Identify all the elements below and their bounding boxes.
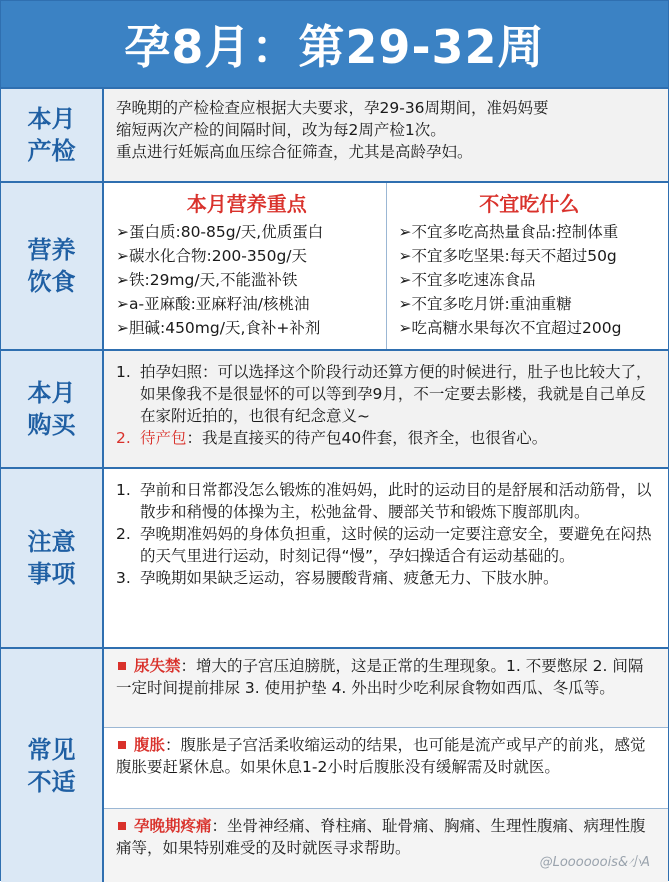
item-text: 拍孕妇照：可以选择这个阶段行动还算方便的时候进行，肚子也比较大了，如果像我不是很显怀的可以等到孕9月，不一定要去影楼，我就是自己单反在家附近拍的，也很有纪念意义~ <box>140 363 652 425</box>
watermark: @Loooooois&小A <box>539 855 650 870</box>
buy-content <box>104 351 668 467</box>
checkup-line: 孕晚期的产检检查应根据大夫要求，孕29-36周期间，准妈妈要 <box>116 99 549 117</box>
item-head: 孕晚期疼痛 <box>134 817 212 835</box>
diet-label <box>1 183 104 349</box>
checkup-content <box>104 89 668 181</box>
item-head: 待产包 <box>140 429 187 447</box>
avoid-food-column <box>386 183 669 349</box>
item-head: 腹胀 <box>134 736 166 754</box>
square-bullet-icon <box>118 822 126 830</box>
square-bullet-icon <box>118 662 126 670</box>
avoid-item: ➢不宜多吃速冻食品 <box>398 271 536 289</box>
item-text: ：我是直接买的待产包40件套，很齐全，也很省心。 <box>186 429 548 447</box>
checkup-label <box>1 89 104 181</box>
discomfort-label <box>1 649 104 882</box>
avoid-item: ➢不宜多吃坚果:每天不超过50g <box>398 247 617 265</box>
item-text: ：增大的子宫压迫膀胱，这是正常的生理现象。1. 不要憋尿 2. 间隔一定时间提前排尿 3. 使用护垫 4. 外出时少吃利尿食物如西瓜、冬瓜等。 <box>116 657 644 697</box>
notes-label <box>1 469 104 647</box>
nutrition-item: ➢蛋白质:80-85g/天,优质蛋白 <box>116 223 324 241</box>
discomfort-content <box>104 649 668 882</box>
item-head: 尿失禁 <box>134 657 181 675</box>
item-number: 2. <box>116 429 131 447</box>
note-item <box>116 523 658 567</box>
nutrition-item: ➢铁:29mg/天,不能滥补铁 <box>116 271 298 289</box>
nutrition-item: ➢a-亚麻酸:亚麻籽油/核桃油 <box>116 295 310 313</box>
avoid-item: ➢吃高糖水果每次不宜超过200g <box>398 319 622 337</box>
nutrition-focus-column <box>104 183 386 349</box>
item-text: ：坐骨神经痛、脊柱痛、耻骨痛、胸痛、生理性腹痛、病理性腹痛等，如果特别难受的及时就医寻求帮助。 <box>116 817 646 857</box>
item-number: 1. <box>116 481 131 499</box>
note-item <box>116 479 658 523</box>
notes-label-text: 注意事项 <box>27 528 76 588</box>
item-text: 孕前和日常都没怎么锻炼的准妈妈，此时的运动目的是舒展和活动筋骨，以散步和稍慢的体操为主，松弛盆骨、腰部关节和锻炼下腹部肌肉。 <box>140 481 652 521</box>
nutrition-focus-title: 本月营养重点 <box>186 192 307 216</box>
buy-item <box>116 427 658 449</box>
note-item <box>116 567 658 589</box>
discomfort-item <box>104 728 668 809</box>
buy-item <box>116 361 658 427</box>
item-text: ：腹胀是子宫活柔收缩运动的结果，也可能是流产或早产的前兆，感觉腹胀要赶紧休息。如果休息1-2小时后腹胀没有缓解需及时就医。 <box>116 736 646 776</box>
diet-row <box>1 181 668 349</box>
avoid-food-title: 不宜吃什么 <box>479 192 580 216</box>
buy-label <box>1 351 104 467</box>
notes-content <box>104 469 668 647</box>
diet-label-text: 营养饮食 <box>27 236 76 296</box>
discomfort-row <box>1 647 668 882</box>
checkup-line: 重点进行妊娠高血压综合征筛查，尤其是高龄孕妇。 <box>116 143 473 161</box>
item-text: 孕晚期准妈妈的身体负担重，这时候的运动一定要注意安全，要避免在闷热的天气里进行运动，时刻记得“慢”，孕妇操适合有运动基础的。 <box>140 525 652 565</box>
diet-content <box>104 183 668 349</box>
item-number: 2. <box>116 525 131 543</box>
item-number: 3. <box>116 569 131 587</box>
avoid-item: ➢不宜多吃月饼:重油重糖 <box>398 295 572 313</box>
square-bullet-icon <box>118 741 126 749</box>
discomfort-item <box>104 649 668 728</box>
nutrition-item: ➢胆碱:450mg/天,食补+补剂 <box>116 319 321 337</box>
buy-label-text: 本月购买 <box>27 379 76 439</box>
item-number: 1. <box>116 363 131 381</box>
checkup-row <box>1 87 668 181</box>
avoid-item: ➢不宜多吃高热量食品:控制体重 <box>398 223 619 241</box>
page-title: 孕8月：第29-32周 <box>1 1 668 87</box>
checkup-label-text: 本月产检 <box>27 105 76 165</box>
checkup-line: 缩短两次产检的间隔时间，改为每2周产检1次。 <box>116 121 446 139</box>
item-text: 孕晚期如果缺乏运动，容易腰酸背痛、疲惫无力、下肢水肿。 <box>140 569 559 587</box>
buy-row <box>1 349 668 467</box>
notes-row <box>1 467 668 647</box>
discomfort-label-text: 常见不适 <box>27 735 76 796</box>
nutrition-item: ➢碳水化合物:200-350g/天 <box>116 247 308 265</box>
